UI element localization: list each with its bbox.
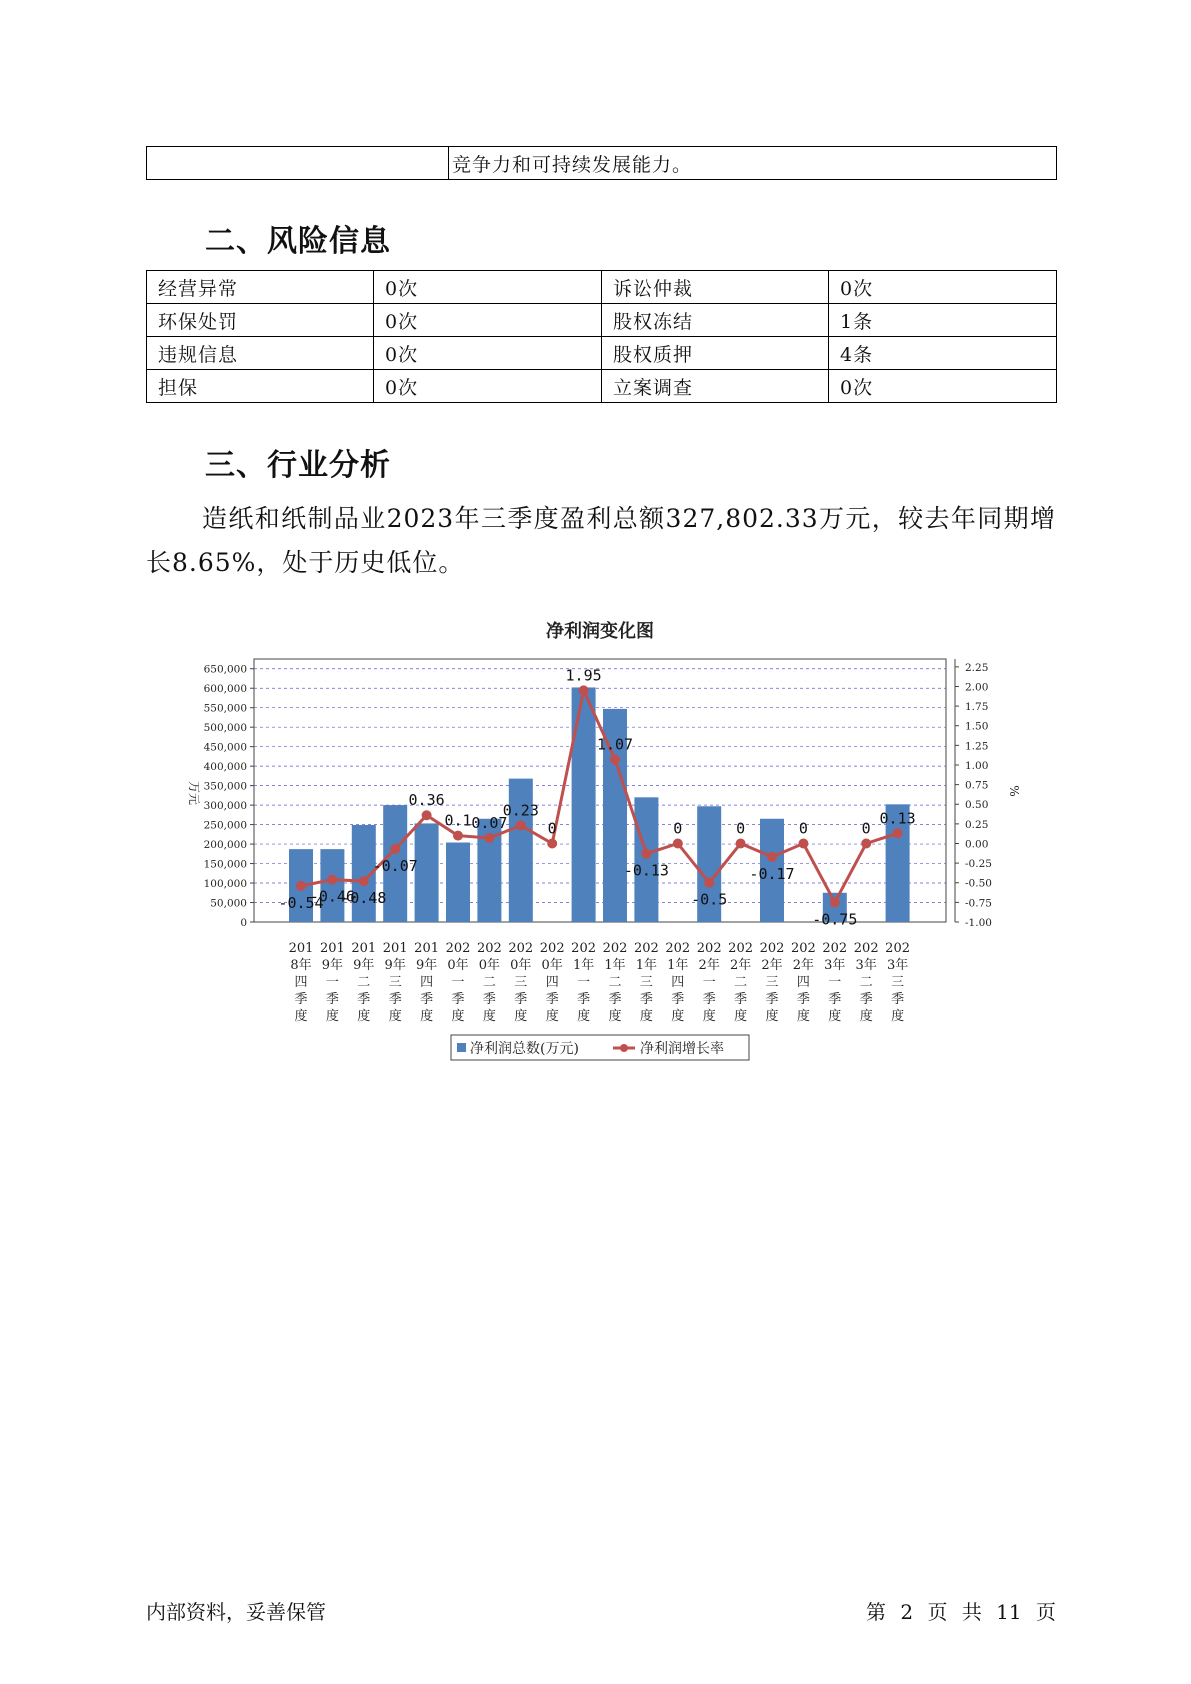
table-cell: 担保 bbox=[147, 370, 374, 403]
y-tick-label: 450,000 bbox=[203, 741, 247, 754]
x-tick-label: 202 bbox=[476, 941, 502, 956]
growth-rate-point bbox=[579, 685, 589, 695]
growth-rate-point bbox=[673, 838, 683, 848]
x-tick-label: 1年 bbox=[667, 958, 689, 973]
data-label: 0.1 bbox=[444, 811, 472, 830]
bar bbox=[446, 843, 470, 922]
x-tick-label: 季 bbox=[294, 992, 308, 1007]
y-tick-label: 350,000 bbox=[203, 780, 247, 793]
legend-line-label: 净利润增长率 bbox=[640, 1041, 724, 1057]
x-tick-label: 202 bbox=[571, 941, 597, 956]
data-label: 1.95 bbox=[565, 666, 602, 685]
x-tick-label: 度 bbox=[734, 1009, 748, 1024]
x-tick-label: 季 bbox=[514, 992, 528, 1007]
data-label: 0.23 bbox=[502, 801, 539, 820]
growth-rate-point bbox=[767, 852, 777, 862]
growth-rate-point bbox=[422, 810, 432, 820]
legend-line-marker bbox=[620, 1044, 628, 1052]
x-tick-label: 201 bbox=[319, 941, 345, 956]
y-tick-label: 50,000 bbox=[210, 897, 247, 910]
data-label: 0 bbox=[798, 819, 808, 838]
x-tick-label: 一 bbox=[451, 975, 465, 990]
x-tick-label: 0年 bbox=[510, 958, 532, 973]
x-tick-label: 202 bbox=[508, 941, 534, 956]
table-cell: 1条 bbox=[829, 304, 1057, 337]
bar bbox=[509, 779, 533, 922]
y-tick-label: 0 bbox=[240, 917, 247, 929]
x-tick-label: 度 bbox=[702, 1009, 716, 1024]
x-tick-label: 季 bbox=[482, 992, 496, 1007]
y-tick-label: 400,000 bbox=[203, 761, 247, 774]
y-tick-label: 200,000 bbox=[203, 839, 247, 852]
x-tick-label: 季 bbox=[702, 992, 716, 1007]
x-tick-label: 度 bbox=[639, 1009, 653, 1024]
x-tick-label: 三 bbox=[891, 975, 905, 990]
growth-rate-point bbox=[830, 897, 840, 907]
x-tick-label: 三 bbox=[388, 975, 402, 990]
x-tick-label: 202 bbox=[853, 941, 879, 956]
x-tick-label: 二 bbox=[357, 975, 371, 990]
section-heading-risk: 二、风险信息 bbox=[205, 224, 391, 259]
y2-tick-label: 1.75 bbox=[965, 701, 989, 714]
y2-tick-label: 0.00 bbox=[965, 838, 989, 851]
top-table-right-cell: 竞争力和可持续发展能力。 bbox=[449, 147, 1057, 180]
section-heading-industry: 三、行业分析 bbox=[205, 448, 391, 483]
data-label: 0 bbox=[736, 819, 746, 838]
x-tick-label: 202 bbox=[822, 941, 848, 956]
x-tick-label: 四 bbox=[671, 975, 685, 990]
x-tick-label: 季 bbox=[796, 992, 810, 1007]
data-label: -0.07 bbox=[372, 856, 418, 875]
table-cell: 违规信息 bbox=[147, 337, 374, 370]
x-tick-label: 2年 bbox=[761, 958, 783, 973]
x-tick-label: 一 bbox=[325, 975, 339, 990]
x-tick-label: 季 bbox=[577, 992, 591, 1007]
x-tick-label: 度 bbox=[577, 1009, 591, 1024]
growth-rate-point bbox=[547, 838, 557, 848]
x-tick-label: 季 bbox=[765, 992, 779, 1007]
legend-bar-label: 净利润总数(万元) bbox=[470, 1041, 579, 1057]
x-tick-label: 9年 bbox=[353, 958, 375, 973]
x-tick-label: 201 bbox=[382, 941, 408, 956]
data-label: -0.13 bbox=[623, 861, 669, 880]
data-label: 0 bbox=[673, 819, 683, 838]
x-tick-label: 季 bbox=[671, 992, 685, 1007]
growth-rate-point bbox=[893, 828, 903, 838]
x-tick-label: 二 bbox=[734, 975, 748, 990]
x-tick-label: 2年 bbox=[729, 958, 752, 973]
x-tick-label: 季 bbox=[545, 992, 559, 1007]
x-tick-label: 度 bbox=[420, 1009, 434, 1024]
industry-paragraph: 造纸和纸制品业2023年三季度盈利总额327,802.33万元，较去年同期增长8.65%，处于历史低位。 bbox=[146, 504, 1056, 577]
x-tick-label: 0年 bbox=[447, 958, 469, 973]
x-tick-label: 季 bbox=[325, 992, 339, 1007]
y2-tick-label: -1.00 bbox=[965, 917, 992, 929]
x-tick-label: 202 bbox=[539, 941, 565, 956]
y2-tick-label: 0.50 bbox=[965, 799, 989, 812]
table-cell: 0次 bbox=[374, 304, 602, 337]
x-tick-label: 度 bbox=[891, 1009, 905, 1024]
y2-tick-label: 2.00 bbox=[965, 681, 989, 694]
x-tick-label: 一 bbox=[577, 975, 591, 990]
data-label: 1.07 bbox=[596, 735, 634, 754]
growth-rate-point bbox=[359, 876, 369, 886]
x-tick-label: 二 bbox=[608, 975, 622, 990]
footer-page-number: 第 2 页 共 11 页 bbox=[866, 1600, 1056, 1624]
legend-bar-swatch bbox=[457, 1043, 466, 1052]
table-cell: 0次 bbox=[374, 271, 602, 304]
footer-confidential: 内部资料，妥善保管 bbox=[146, 1600, 326, 1624]
x-tick-label: 三 bbox=[514, 975, 528, 990]
y2-tick-label: 1.00 bbox=[965, 759, 989, 772]
x-tick-label: 度 bbox=[514, 1009, 528, 1024]
x-tick-label: 度 bbox=[671, 1009, 685, 1024]
data-label: 0 bbox=[861, 819, 871, 838]
x-tick-label: 2年 bbox=[698, 958, 720, 973]
data-label: -0.46 bbox=[309, 887, 355, 906]
data-label: -0.54 bbox=[278, 893, 324, 912]
x-tick-label: 季 bbox=[891, 992, 905, 1007]
bar bbox=[320, 849, 344, 922]
data-label: 0.07 bbox=[471, 813, 508, 832]
x-tick-label: 季 bbox=[451, 992, 465, 1007]
y-tick-label: 500,000 bbox=[203, 722, 247, 735]
x-tick-label: 季 bbox=[420, 992, 434, 1007]
growth-rate-point bbox=[610, 754, 620, 764]
x-tick-label: 度 bbox=[859, 1009, 873, 1024]
data-label: -0.17 bbox=[749, 864, 795, 883]
table-cell: 0次 bbox=[374, 370, 602, 403]
table-cell: 0次 bbox=[829, 370, 1057, 403]
x-tick-label: 9年 bbox=[384, 958, 406, 973]
x-tick-label: 202 bbox=[759, 941, 785, 956]
x-tick-label: 度 bbox=[294, 1009, 308, 1024]
x-tick-label: 0年 bbox=[478, 958, 501, 973]
y2-tick-label: -0.50 bbox=[965, 877, 992, 890]
y-tick-label: 650,000 bbox=[203, 663, 247, 676]
y2-tick-label: 0.25 bbox=[965, 818, 989, 831]
growth-rate-point bbox=[516, 820, 526, 830]
x-tick-label: 202 bbox=[696, 941, 722, 956]
growth-rate-point bbox=[704, 878, 714, 888]
x-tick-label: 3年 bbox=[855, 958, 877, 973]
y2-tick-label: 1.50 bbox=[965, 720, 989, 733]
x-tick-label: 202 bbox=[885, 941, 911, 956]
x-tick-label: 201 bbox=[288, 941, 314, 956]
y2-tick-label: 0.75 bbox=[965, 779, 989, 792]
x-tick-label: 9年 bbox=[415, 958, 438, 973]
x-tick-label: 四 bbox=[294, 975, 308, 990]
data-label: -0.75 bbox=[812, 910, 858, 929]
bar bbox=[415, 823, 439, 922]
x-tick-label: 季 bbox=[859, 992, 873, 1007]
table-cell: 股权质押 bbox=[602, 337, 829, 370]
x-tick-label: 1年 bbox=[604, 958, 626, 973]
data-label: 0.36 bbox=[408, 791, 445, 810]
x-tick-label: 3年 bbox=[886, 958, 909, 973]
x-tick-label: 一 bbox=[828, 975, 842, 990]
x-tick-label: 季 bbox=[639, 992, 653, 1007]
growth-rate-point bbox=[861, 838, 871, 848]
x-tick-label: 度 bbox=[388, 1009, 402, 1024]
x-tick-label: 四 bbox=[420, 975, 434, 990]
data-label: 0 bbox=[547, 819, 557, 838]
growth-rate-point bbox=[641, 849, 651, 859]
x-tick-label: 度 bbox=[357, 1009, 371, 1024]
x-tick-label: 二 bbox=[859, 975, 873, 990]
x-tick-label: 3年 bbox=[824, 958, 846, 973]
x-tick-label: 8年 bbox=[290, 958, 312, 973]
x-tick-label: 201 bbox=[351, 941, 377, 956]
bar bbox=[634, 797, 658, 922]
growth-rate-point bbox=[798, 838, 808, 848]
x-tick-label: 202 bbox=[633, 941, 659, 956]
y-tick-label: 150,000 bbox=[203, 858, 247, 871]
growth-rate-point bbox=[736, 838, 746, 848]
x-tick-label: 度 bbox=[608, 1009, 622, 1024]
table-cell: 0次 bbox=[829, 271, 1057, 304]
x-tick-label: 202 bbox=[728, 941, 754, 956]
x-tick-label: 2年 bbox=[792, 958, 815, 973]
x-tick-label: 202 bbox=[445, 941, 471, 956]
x-tick-label: 1年 bbox=[635, 958, 658, 973]
x-tick-label: 9年 bbox=[321, 958, 344, 973]
growth-rate-point bbox=[453, 831, 463, 841]
x-tick-label: 四 bbox=[796, 975, 810, 990]
bar bbox=[572, 687, 596, 922]
x-tick-label: 202 bbox=[665, 941, 691, 956]
data-label: 0.13 bbox=[879, 809, 916, 828]
y2-axis-label: % bbox=[1007, 785, 1021, 797]
x-tick-label: 二 bbox=[482, 975, 496, 990]
x-tick-label: 202 bbox=[790, 941, 816, 956]
table-cell: 0次 bbox=[374, 337, 602, 370]
x-tick-label: 度 bbox=[828, 1009, 842, 1024]
x-tick-label: 三 bbox=[639, 975, 653, 990]
data-label: -0.5 bbox=[691, 890, 728, 909]
table-cell: 股权冻结 bbox=[602, 304, 829, 337]
y2-tick-label: 2.25 bbox=[965, 661, 989, 674]
growth-rate-point bbox=[327, 875, 337, 885]
x-tick-label: 度 bbox=[765, 1009, 779, 1024]
x-tick-label: 四 bbox=[545, 975, 559, 990]
y-tick-label: 100,000 bbox=[203, 878, 247, 891]
x-tick-label: 度 bbox=[545, 1009, 559, 1024]
x-tick-label: 度 bbox=[796, 1009, 810, 1024]
x-tick-label: 三 bbox=[765, 975, 779, 990]
y-tick-label: 300,000 bbox=[203, 800, 247, 813]
x-tick-label: 202 bbox=[602, 941, 628, 956]
x-tick-label: 201 bbox=[414, 941, 440, 956]
x-tick-label: 一 bbox=[702, 975, 716, 990]
x-tick-label: 季 bbox=[828, 992, 842, 1007]
x-tick-label: 度 bbox=[325, 1009, 339, 1024]
x-tick-label: 1年 bbox=[572, 958, 595, 973]
y-tick-label: 600,000 bbox=[203, 683, 247, 696]
growth-rate-point bbox=[296, 881, 306, 891]
growth-rate-point bbox=[390, 844, 400, 854]
table-cell: 环保处罚 bbox=[147, 304, 374, 337]
x-tick-label: 季 bbox=[608, 992, 622, 1007]
y2-tick-label: -0.75 bbox=[965, 897, 992, 910]
y-tick-label: 250,000 bbox=[203, 819, 247, 832]
x-tick-label: 季 bbox=[734, 992, 748, 1007]
x-tick-label: 度 bbox=[482, 1009, 496, 1024]
x-tick-label: 度 bbox=[451, 1009, 465, 1024]
data-label: -0.48 bbox=[341, 889, 387, 908]
y2-tick-label: -0.25 bbox=[965, 858, 992, 871]
y2-tick-label: 1.25 bbox=[965, 740, 989, 753]
table-cell: 立案调查 bbox=[602, 370, 829, 403]
x-tick-label: 季 bbox=[357, 992, 371, 1007]
y-axis-label: 万元 bbox=[187, 780, 201, 806]
x-tick-label: 季 bbox=[388, 992, 402, 1007]
table-cell: 诉讼仲裁 bbox=[602, 271, 829, 304]
y-tick-label: 550,000 bbox=[203, 702, 247, 715]
table-cell: 经营异常 bbox=[147, 271, 374, 304]
chart-title: 净利润变化图 bbox=[546, 621, 654, 642]
table-cell: 4条 bbox=[829, 337, 1057, 370]
x-tick-label: 0年 bbox=[541, 958, 563, 973]
growth-rate-point bbox=[484, 833, 494, 843]
